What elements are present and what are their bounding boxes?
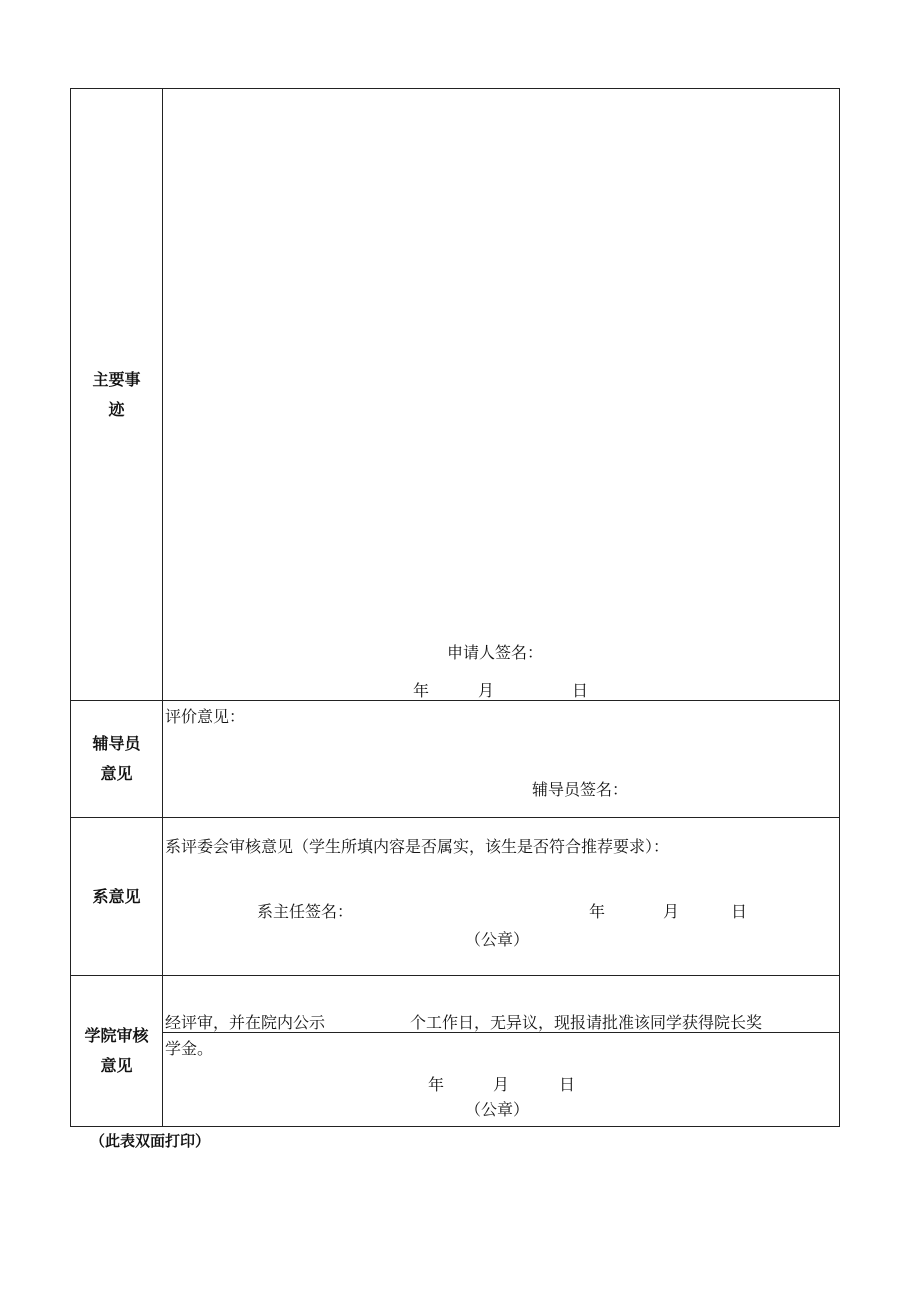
counselor-content-cell[interactable]	[163, 701, 840, 818]
application-form-table	[70, 88, 840, 1127]
counselor-row	[71, 701, 840, 818]
department-date-year: 年	[589, 902, 606, 921]
counselor-label	[71, 701, 163, 818]
evaluation-label: 评价意见：	[165, 707, 246, 726]
college-row	[71, 976, 840, 1127]
college-review-text-part1: 经评审，并在院内公示	[165, 1013, 326, 1032]
deeds-label-line1: 主要事	[92, 369, 141, 389]
college-date-year: 年	[428, 1075, 445, 1094]
counselor-signature-label: 辅导员签名：	[532, 780, 629, 799]
department-review-text: 系评委会审核意见（学生所填内容是否属实，该生是否符合推荐要求）：	[165, 837, 670, 856]
college-label	[71, 976, 163, 1127]
department-content-cell[interactable]	[163, 818, 840, 976]
department-label: 系意见	[71, 818, 163, 976]
college-review-text-part3: 学金。	[165, 1039, 214, 1058]
department-date-month: 月	[663, 902, 680, 921]
deeds-date-year: 年	[413, 681, 430, 700]
department-seal: （公章）	[465, 930, 530, 949]
college-review-text-part2: 个工作日，无异议，现报请批准该同学获得院长奖	[410, 1013, 763, 1032]
college-content-cell[interactable]	[163, 976, 840, 1127]
college-label-line1: 学院审核	[84, 1026, 149, 1045]
department-date-day: 日	[731, 902, 748, 921]
counselor-label-line2: 意见	[100, 764, 133, 783]
deeds-label	[71, 89, 163, 701]
deeds-row	[71, 89, 840, 701]
college-date-month: 月	[493, 1075, 510, 1094]
applicant-signature-label: 申请人签名：	[447, 643, 544, 662]
college-label-line2: 意见	[100, 1056, 133, 1075]
college-seal: （公章）	[465, 1100, 530, 1119]
deeds-content-cell[interactable]	[163, 89, 840, 701]
department-row	[71, 818, 840, 976]
director-signature-label: 系主任签名：	[257, 902, 354, 921]
print-note: （此表双面打印）	[90, 1132, 211, 1150]
college-inner-divider	[163, 1032, 839, 1033]
deeds-date-month: 月	[478, 681, 495, 700]
college-date-day: 日	[559, 1075, 576, 1094]
counselor-label-line1: 辅导员	[92, 734, 141, 753]
deeds-date-day: 日	[572, 681, 589, 700]
deeds-label-line2: 迹	[108, 399, 125, 419]
